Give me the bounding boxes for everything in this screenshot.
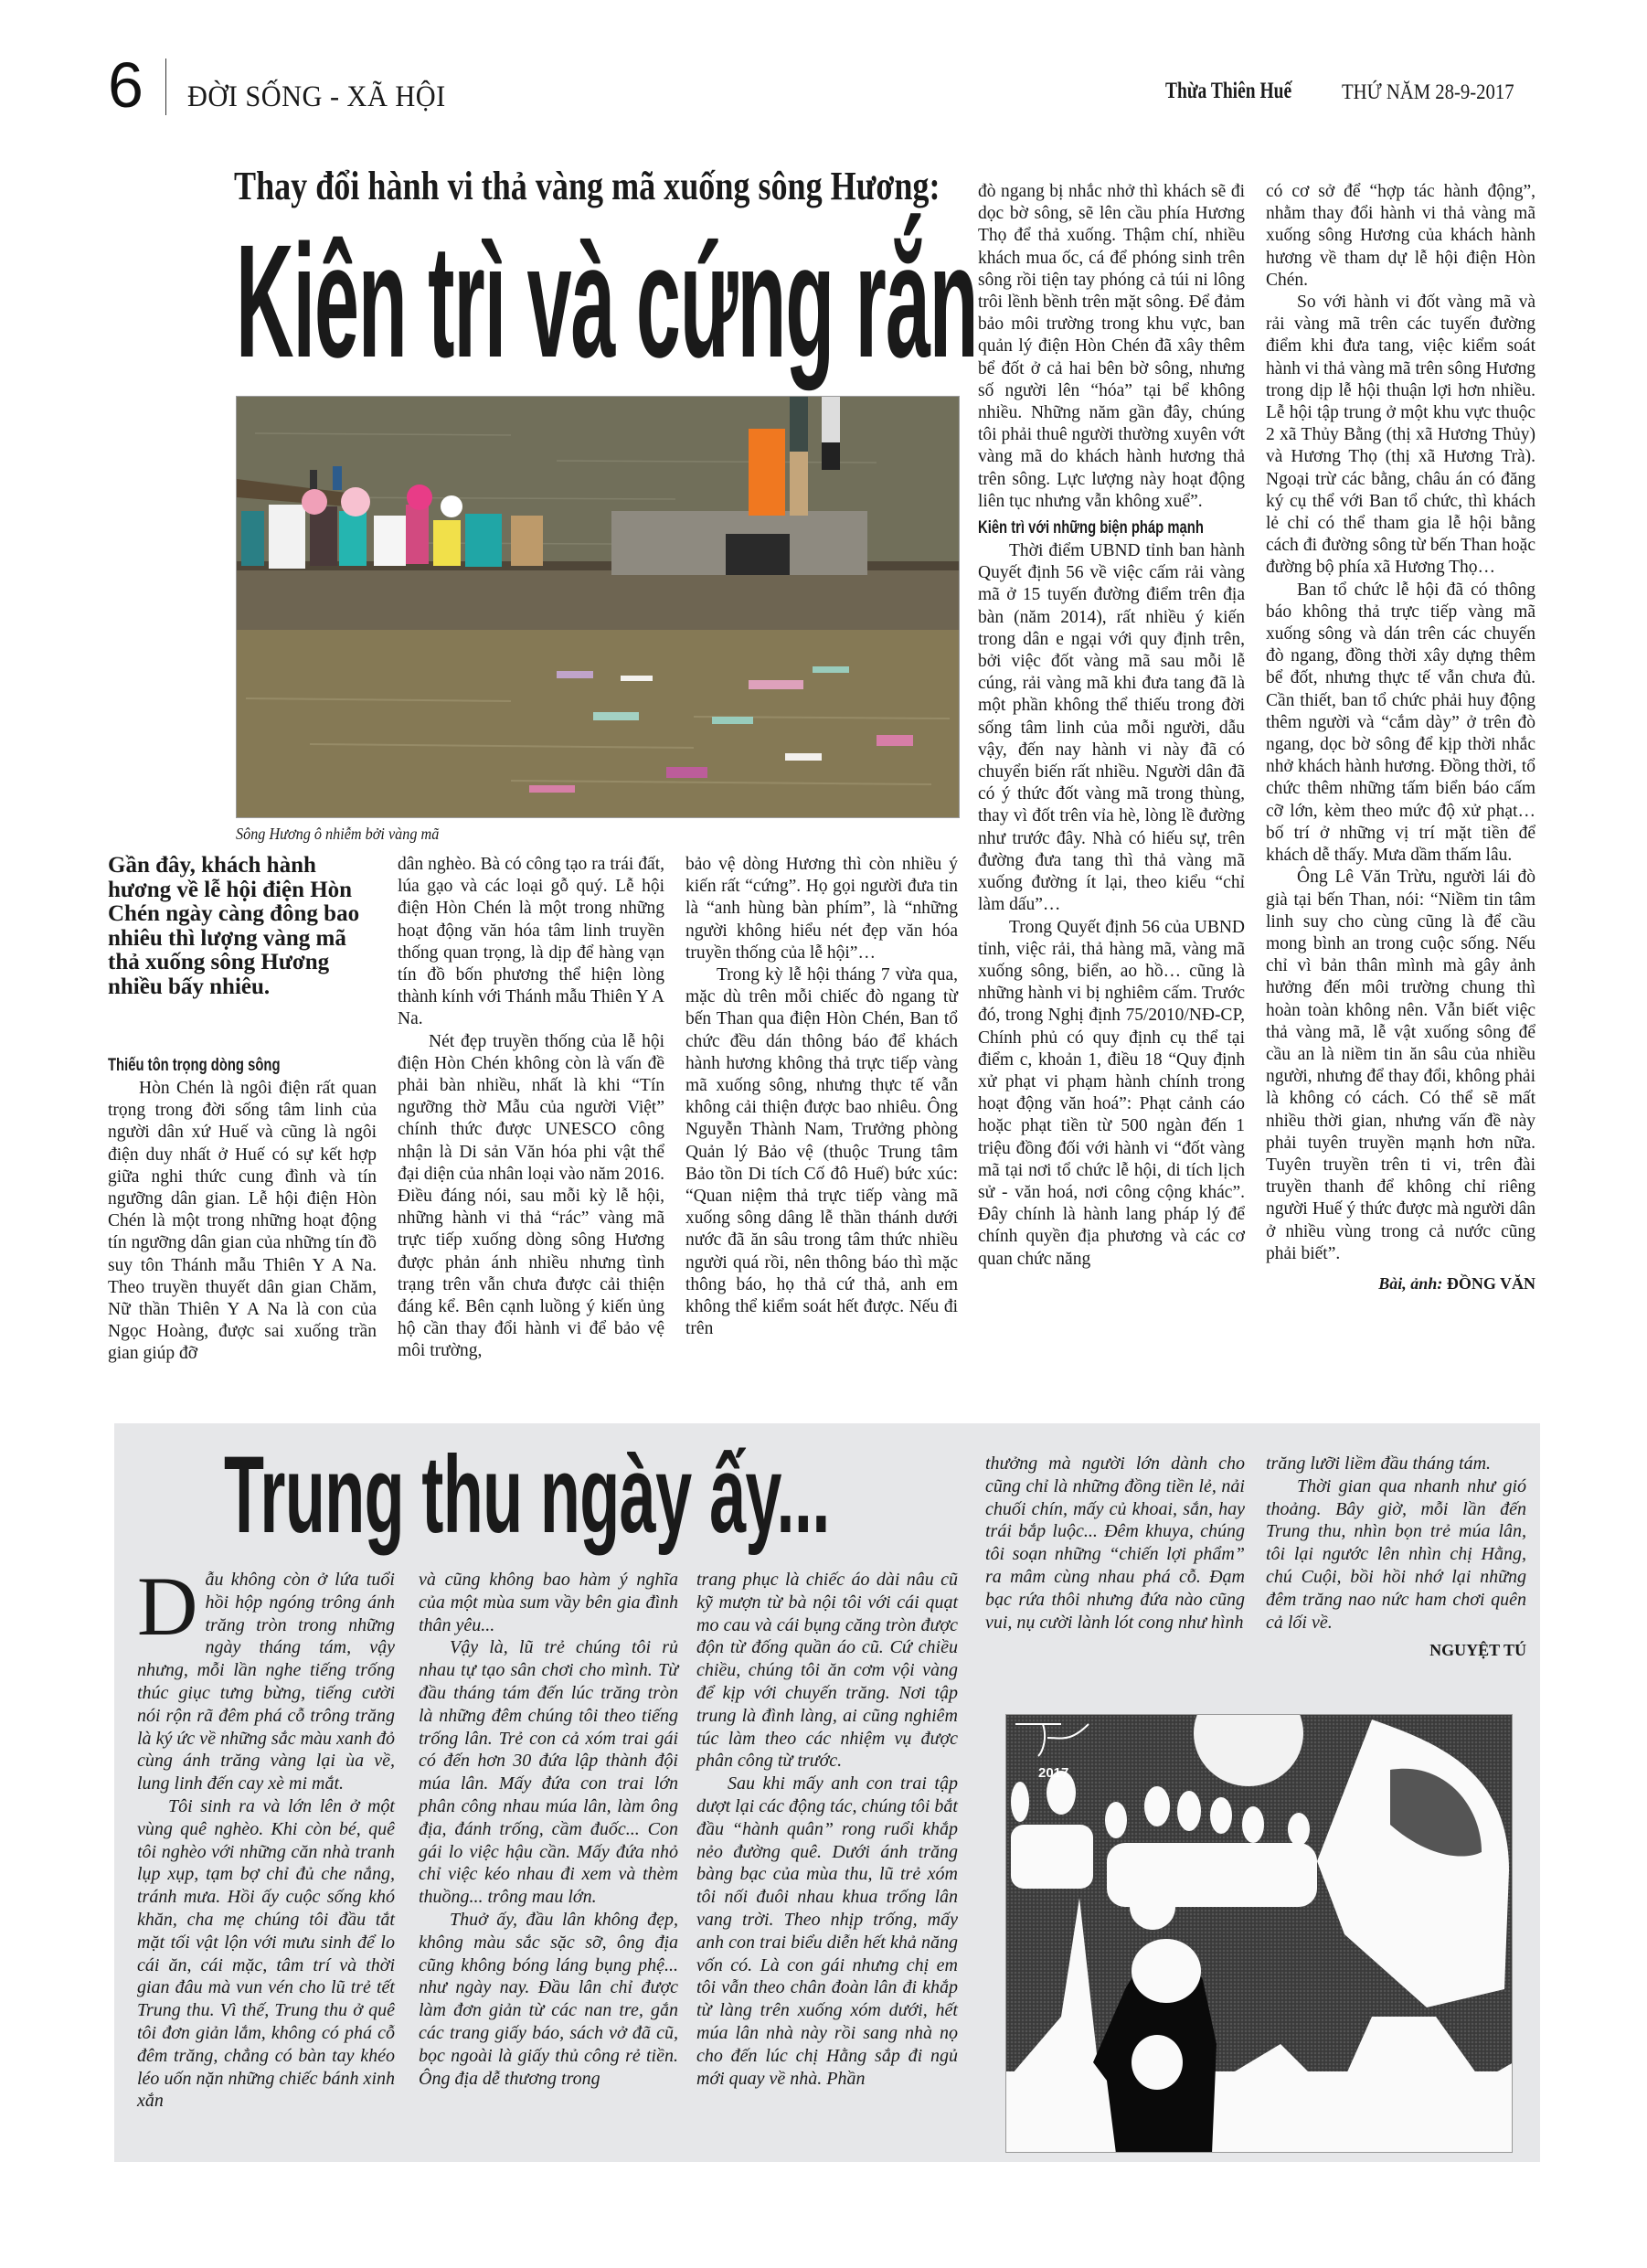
river-boat-photo — [237, 397, 960, 818]
article1-column-3 — [685, 854, 958, 1340]
paragraph: Sau khi mấy anh con trai tập dượt lại các động tác, chúng tôi bắt đầu “hành quân” rong ruổi khắp nẻo đường quê. Dưới ánh trăng bàng bạc của mùa thu, lũ trẻ xóm tôi nối đuôi nhau khua trống lân vang trời. Theo nhịp trống, mấy anh con trai biểu diễn hết khả năng vốn có. Là con gái nhưng chị em tôi vẫn theo chân đoàn lân đi khắp từ làng trên xuống xóm dưới, hết múa lân nhà này rồi sang nhà nọ cho đến lúc chị Hằng sắp đi ngủ mới quay về nhà. Phần — [696, 1773, 958, 2089]
mid-autumn-illustration — [1005, 1714, 1513, 2153]
photo-caption: Sông Hương ô nhiễm bởi vàng mã — [236, 825, 440, 843]
article1-column-1 — [108, 854, 377, 1366]
paragraph: có cơ sở để “hợp tác hành động”, nhằm thay đổi hành vi thả vàng mã xuống sông Hương của khách hành hương về tham dự lễ hội điện Hòn Chén. — [1266, 182, 1535, 290]
paragraph: Ban tổ chức lễ hội đã có thông báo không thả trực tiếp vàng mã xuống sông và dán trên các chuyến đò ngang, đồng thời xây dựng thêm bể đốt, nhưng thực tế vẫn chưa đủ. Cần thiết, ban tổ chức phải huy động thêm người và “cắm dày” ở trên đò ngang, dọc bờ sông để kịp thời nhắc nhở khách hành hương. Đồng thời, tổ chức thêm những tấm biển báo cấm cỡ lớn, kèm theo mức độ xử phạt… bố trí ở những vị trí mặt tiền để khách dễ thấy. Mưa dầm thấm lâu. — [1266, 580, 1535, 866]
article2-column-3 — [696, 1569, 958, 2090]
paragraph: thưởng mà người lớn dành cho cũng chỉ là những đồng tiền lẻ, nải chuối chín, mấy củ khoai, sắn, hay trái bắp luộc... Đêm khuya, chúng tôi soạn những “chiến lợi phẩm” ra mâm cùng nhau phá cỗ. Đạm bạc rứa thôi nhưng đứa nào cũng vui, nụ cười lành lót cong như hình — [985, 1453, 1245, 1633]
lion-dance-drawing — [1006, 1715, 1513, 2153]
paragraph: Vậy là, lũ trẻ chúng tôi rủ nhau tự tạo sân chơi cho mình. Từ đầu tháng tám đến lúc trăng tròn là những đêm chúng tôi theo tiếng trống lân. Trẻ con cả xóm trai gái có đến hơn 30 đứa lập thành đội múa lân. Mấy đứa con trai lớn phân công nhau múa lân, làm ông địa, đánh trống, cầm đuốc... Con gái lo việc hậu cần. Mấy đứa nhỏ chỉ việc kéo nhau đi xem và thèm thuồng... trông mau lớn. — [419, 1637, 678, 1908]
paragraph: trang phục là chiếc áo dài nâu cũ kỹ mượn từ bà nội tôi với cái quạt mo cau và cái bụng căng tròn được độn từ đống quần áo cũ. Cứ chiều chiều, chúng tôi ăn cơm vội vàng để kịp với chuyến trăng. Nơi tập trung là đình làng, ai cũng nghiêm túc làm theo các nhiệm vụ được phân công từ trước. — [696, 1570, 958, 1772]
subheading: Thiếu tôn trọng dòng sông — [108, 1056, 281, 1075]
section-title: ĐỜI SỐNG - XÃ HỘI — [187, 80, 446, 113]
paragraph: Hòn Chén là ngôi điện rất quan trọng trong đời sống tâm linh của người dân xứ Huế và cũng là ngôi điện duy nhất ở Huế có sự kết hợp giữa nghi thức cung đình và tín ngưỡng dân gian. Lễ hội điện Hòn Chén là một trong những hoạt động tín ngưỡng dân gian của những tín đồ suy tôn Thánh mẫu Thiên Y A Na. Theo truyền thuyết dân gian Chăm, Nữ thần Thiên Y A Na là con của Ngọc Hoàng, được sai xuống trần gian giúp đỡ — [108, 1079, 377, 1364]
article2-column-2 — [419, 1569, 678, 2090]
paragraph: ẫu không còn ở lứa tuổi hồi hộp ngóng trông ánh trăng tròn trong những ngày tháng tám, vậy nhưng, mỗi lần nghe tiếng trống thúc giục tưng bừng, tiếng cười nói rộn rã đêm phá cỗ trông trăng là ký ức về những sắc màu xanh đỏ cùng ánh trăng vàng lại ùa về, lung linh đến cay xè mi mắt. — [137, 1570, 395, 1794]
paragraph: Thời điểm UBND tỉnh ban hành Quyết định 56 về việc cấm rải vàng mã ở 15 tuyến đường điểm trên địa bàn (năm 2014), rất nhiều ý kiến trong dân e ngại với quy định trên, bởi việc đốt vàng mã sau mỗi lễ cúng, rải vàng mã khi đưa tang đã là một phần không thể thiếu trong đời sống tâm linh của mỗi người, dẫu vậy, đến nay hành vi này đã có chuyển biến rất nhiều. Người dân đã có ý thức đốt vàng mã trong thùng, thay vì đốt trên vỉa hè, lòng lề đường như trước đây. Nhà có hiếu sự, trên đường đưa tang thì thả vàng mã xuống đường ít lại, theo kiểu “chỉ làm dấu”… — [978, 541, 1245, 915]
issue-date: THỨ NĂM 28-9-2017 — [1342, 80, 1514, 103]
paragraph: bảo vệ dòng Hương thì còn nhiều ý kiến rất “cứng”. Họ gọi người đưa tin là “anh hùng bàn phím”, là “những người không hiểu nét đẹp văn hóa truyền thống của lễ hội”… — [685, 855, 958, 963]
paragraph: trăng lưỡi liềm đầu tháng tám. — [1266, 1453, 1492, 1474]
paragraph: Ông Lê Văn Trừu, người lái đò già tại bến Than, nói: “Niềm tin tâm linh suy cho cùng cũng là để cầu mong bình an trong cuộc sống. Nếu chỉ vì bản thân mình mà gây ảnh hưởng đến môi trường chung thì hoàn toàn không nên. Vẫn biết việc thả vàng mã, lễ vật xuống sông để cầu an là niềm tin ăn sâu của nhiều người, nhưng để thay đổi, không phải là không có cách. Có thể sẽ mất nhiều thời gian, nhưng vấn đề này phải tuyên truyền mạnh hơn nữa. Tuyên truyền trên ti vi, trên đài truyền thanh để không chỉ riêng người Huế ý thức được mà người dân ở nhiều vùng trong cả nước cũng phải biết”. — [1266, 868, 1535, 1263]
paragraph: và cũng không bao hàm ý nghĩa của một mùa sum vầy bên gia đình thân yêu... — [419, 1570, 678, 1635]
header-divider — [165, 59, 166, 115]
article-lede: Gần đây, khách hành hương về lễ hội điện Hòn Chén ngày càng đông bao nhiêu thì lượng vàng mã thả xuống sông Hương nhiều bấy nhiêu. — [108, 853, 360, 999]
paragraph: Trong kỳ lễ hội tháng 7 vừa qua, mặc dù trên mỗi chiếc đò ngang từ bến Than qua điện Hòn Chén, Ban tổ chức đều dán thông báo để khách hành hương không thả trực tiếp vàng mã xuống sông, nhưng thực tế vẫn không cải thiện được bao nhiêu. Ông Nguyễn Thành Nam, Trưởng phòng Quản lý Bảo vệ (thuộc Trung tâm Bảo tồn Di tích Cố đô Huế) bức xúc: “Quan niệm thả trực tiếp vàng mã xuống sông dâng lễ thần thánh dưới nước đã ăn sâu trong tâm thức nhiều người quá rồi, nên thông báo thì mặc thông báo, họ thả cứ thả, anh em không thể kiểm soát hết được. Nếu đi trên — [685, 965, 958, 1339]
article-photo — [236, 396, 960, 818]
newspaper-name: Thừa Thiên Huế — [1165, 79, 1292, 103]
article-kicker: Thay đổi hành vi thả vàng mã xuống sông Hương: — [234, 164, 940, 208]
page-number: 6 — [108, 49, 143, 121]
paragraph: Thuở ấy, đầu lân không đẹp, không màu sắc sặc sỡ, ông địa cũng không bóng láng bụng phệ... như ngày nay. Đầu lân chỉ được làm đơn giản từ các nan tre, gắn các trang giấy báo, sách vở đã cũ, bọc ngoài là giấy thủ công rẻ tiền. Ông địa dễ thương trong — [419, 1909, 678, 2089]
byline-label: Bài, ảnh: — [1378, 1273, 1443, 1293]
paragraph: Nét đẹp truyền thống của lễ hội điện Hòn Chén không còn là vấn đề phải bàn nhiều, nhất là khi “Tín ngưỡng thờ Mẫu của người Việt” chính thức được UNESCO công nhận là Di sản Văn hóa phi vật thể đại diện của nhân loại vào năm 2016. Điều đáng nói, sau mỗi kỳ lễ hội, những hành vi thả “rác” vàng mã trực tiếp xuống dòng sông Hương được phản ánh nhiều nhưng tình trạng trên vẫn chưa được cải thiện đáng kể. Bên cạnh luồng ý kiến ủng hộ cần thay đổi hành vi để bảo vệ môi trường, — [398, 1031, 664, 1361]
drop-cap: D — [137, 1560, 198, 1653]
byline — [1266, 1272, 1535, 1294]
feature-title: Trung thu ngày ấy... — [224, 1433, 830, 1556]
paragraph: So với hành vi đốt vàng mã và rải vàng mã trên các tuyến đường điểm khi đưa tang, việc kiểm soát hành vi thả vàng mã trên sông Hương trong dịp lễ hội thuận lợi hơn nhiều. Lễ hội tập trung ở một khu vực thuộc 2 xã Thủy Bằng (thị xã Hương Thủy) và Hương Thọ (thị xã Hương Trà). Ngoại trừ các bằng, châu án có đăng ký cụ thể với Ban tổ chức, thì khách lẻ chỉ có thể tham gia lễ hội bằng cách đi đường sông từ bến Than hoặc đường bộ phía xã Hương Thọ… — [1266, 293, 1535, 578]
paragraph: Thời gian qua nhanh như gió thoảng. Bây giờ, mỗi lần đến Trung thu, nhìn bọn trẻ múa lân, tôi lại ngước lên nhìn chị Hằng, chú Cuội, bồi hồi nhớ lại những đêm trăng nao nức ham chơi quên cả lối về. — [1266, 1475, 1526, 1633]
article2-column-4 — [985, 1453, 1245, 1634]
article1-column-5 — [1266, 181, 1535, 1294]
subheading: Kiên trì với những biện pháp mạnh — [978, 518, 1204, 538]
article-headline: Kiên trì và cứng rắn — [236, 212, 978, 391]
paragraph: Trong Quyết định 56 của UBND tỉnh, việc rải, thả hàng mã, vàng mã xuống sông, biển, ao hồ… cũng là những hành vi bị nghiêm cấm. Trước đó, trong Nghị định 75/2010/NĐ-CP, Chính phủ có quy định cụ thể tại điểm c, khoản 1, điều 18 “Quy định xử phạt vi phạm hành chính trong hoạt động văn hoá”: Phạt cảnh cáo hoặc phạt tiền từ 500 ngàn đến 1 triệu đồng đối với hành vi “đốt vàng mã tại nơi tổ chức lễ hội, di tích lịch sử - văn hoá, nơi công cộng khác”. Đây chính là hành lang pháp lý để chính quyền địa phương và các cơ quan chức năng — [978, 917, 1245, 1269]
article2-column-5 — [1266, 1453, 1526, 1662]
article1-column-2 — [398, 854, 664, 1363]
paragraph: dân nghèo. Bà có công tạo ra trái đất, lúa gạo và các loại gỗ quý. Lễ hội điện Hòn Chén là một trong những hoạt động văn hóa tâm linh truyền thống quan trọng, là dịp để hàng vạn tín đồ bốn phương thể hiện lòng thành kính với Thánh mẫu Thiên Y A Na. — [398, 855, 664, 1029]
illustration-signature-year: 2017 — [1038, 1765, 1069, 1781]
article2-column-1 — [137, 1560, 395, 2113]
article1-column-4 — [978, 181, 1245, 1271]
paragraph: đò ngang bị nhắc nhở thì khách sẽ đi dọc bờ sông, sẽ lên cầu phía Hương Thọ để thả xuống. Thậm chí, nhiều khách mua ốc, cá để phóng sinh trên sông rồi tiện tay phóng cả túi ni lông trôi lềnh bềnh trên mặt sông. Để đảm bảo môi trường trong khu vực, ban quản lý điện Hòn Chén đã xây thêm bể đốt ở cả hai bên bờ sông, nhưng số người lên “hóa” tại bể không nhiều. Những năm gần đây, chúng tôi phải thuê người thường xuyên vớt vàng mã do khách hành hương thả trên sông. Lực lượng này hoạt động liên tục nhưng vẫn không xuể”. — [978, 182, 1245, 511]
paragraph: Tôi sinh ra và lớn lên ở một vùng quê nghèo. Khi còn bé, quê tôi nghèo với những căn nhà tranh lụp xụp, tạm bợ chỉ đủ che nắng, tránh mưa. Hồi ấy cuộc sống khó khăn, cha mẹ chúng tôi đầu tắt mặt tối vật lộn với mưu sinh để lo cái ăn, cái mặc, tâm trí và thời gian đâu mà vun vén cho lũ trẻ tết Trung thu. Vì thế, Trung thu ở quê tôi đơn giản lắm, không có phá cỗ đêm trăng, chẳng có bàn tay khéo léo uốn nặn những chiếc bánh xinh xắn — [137, 1795, 395, 2112]
byline-author: ĐỒNG VĂN — [1446, 1273, 1535, 1293]
feature-author: NGUYỆT TÚ — [1429, 1641, 1526, 1660]
